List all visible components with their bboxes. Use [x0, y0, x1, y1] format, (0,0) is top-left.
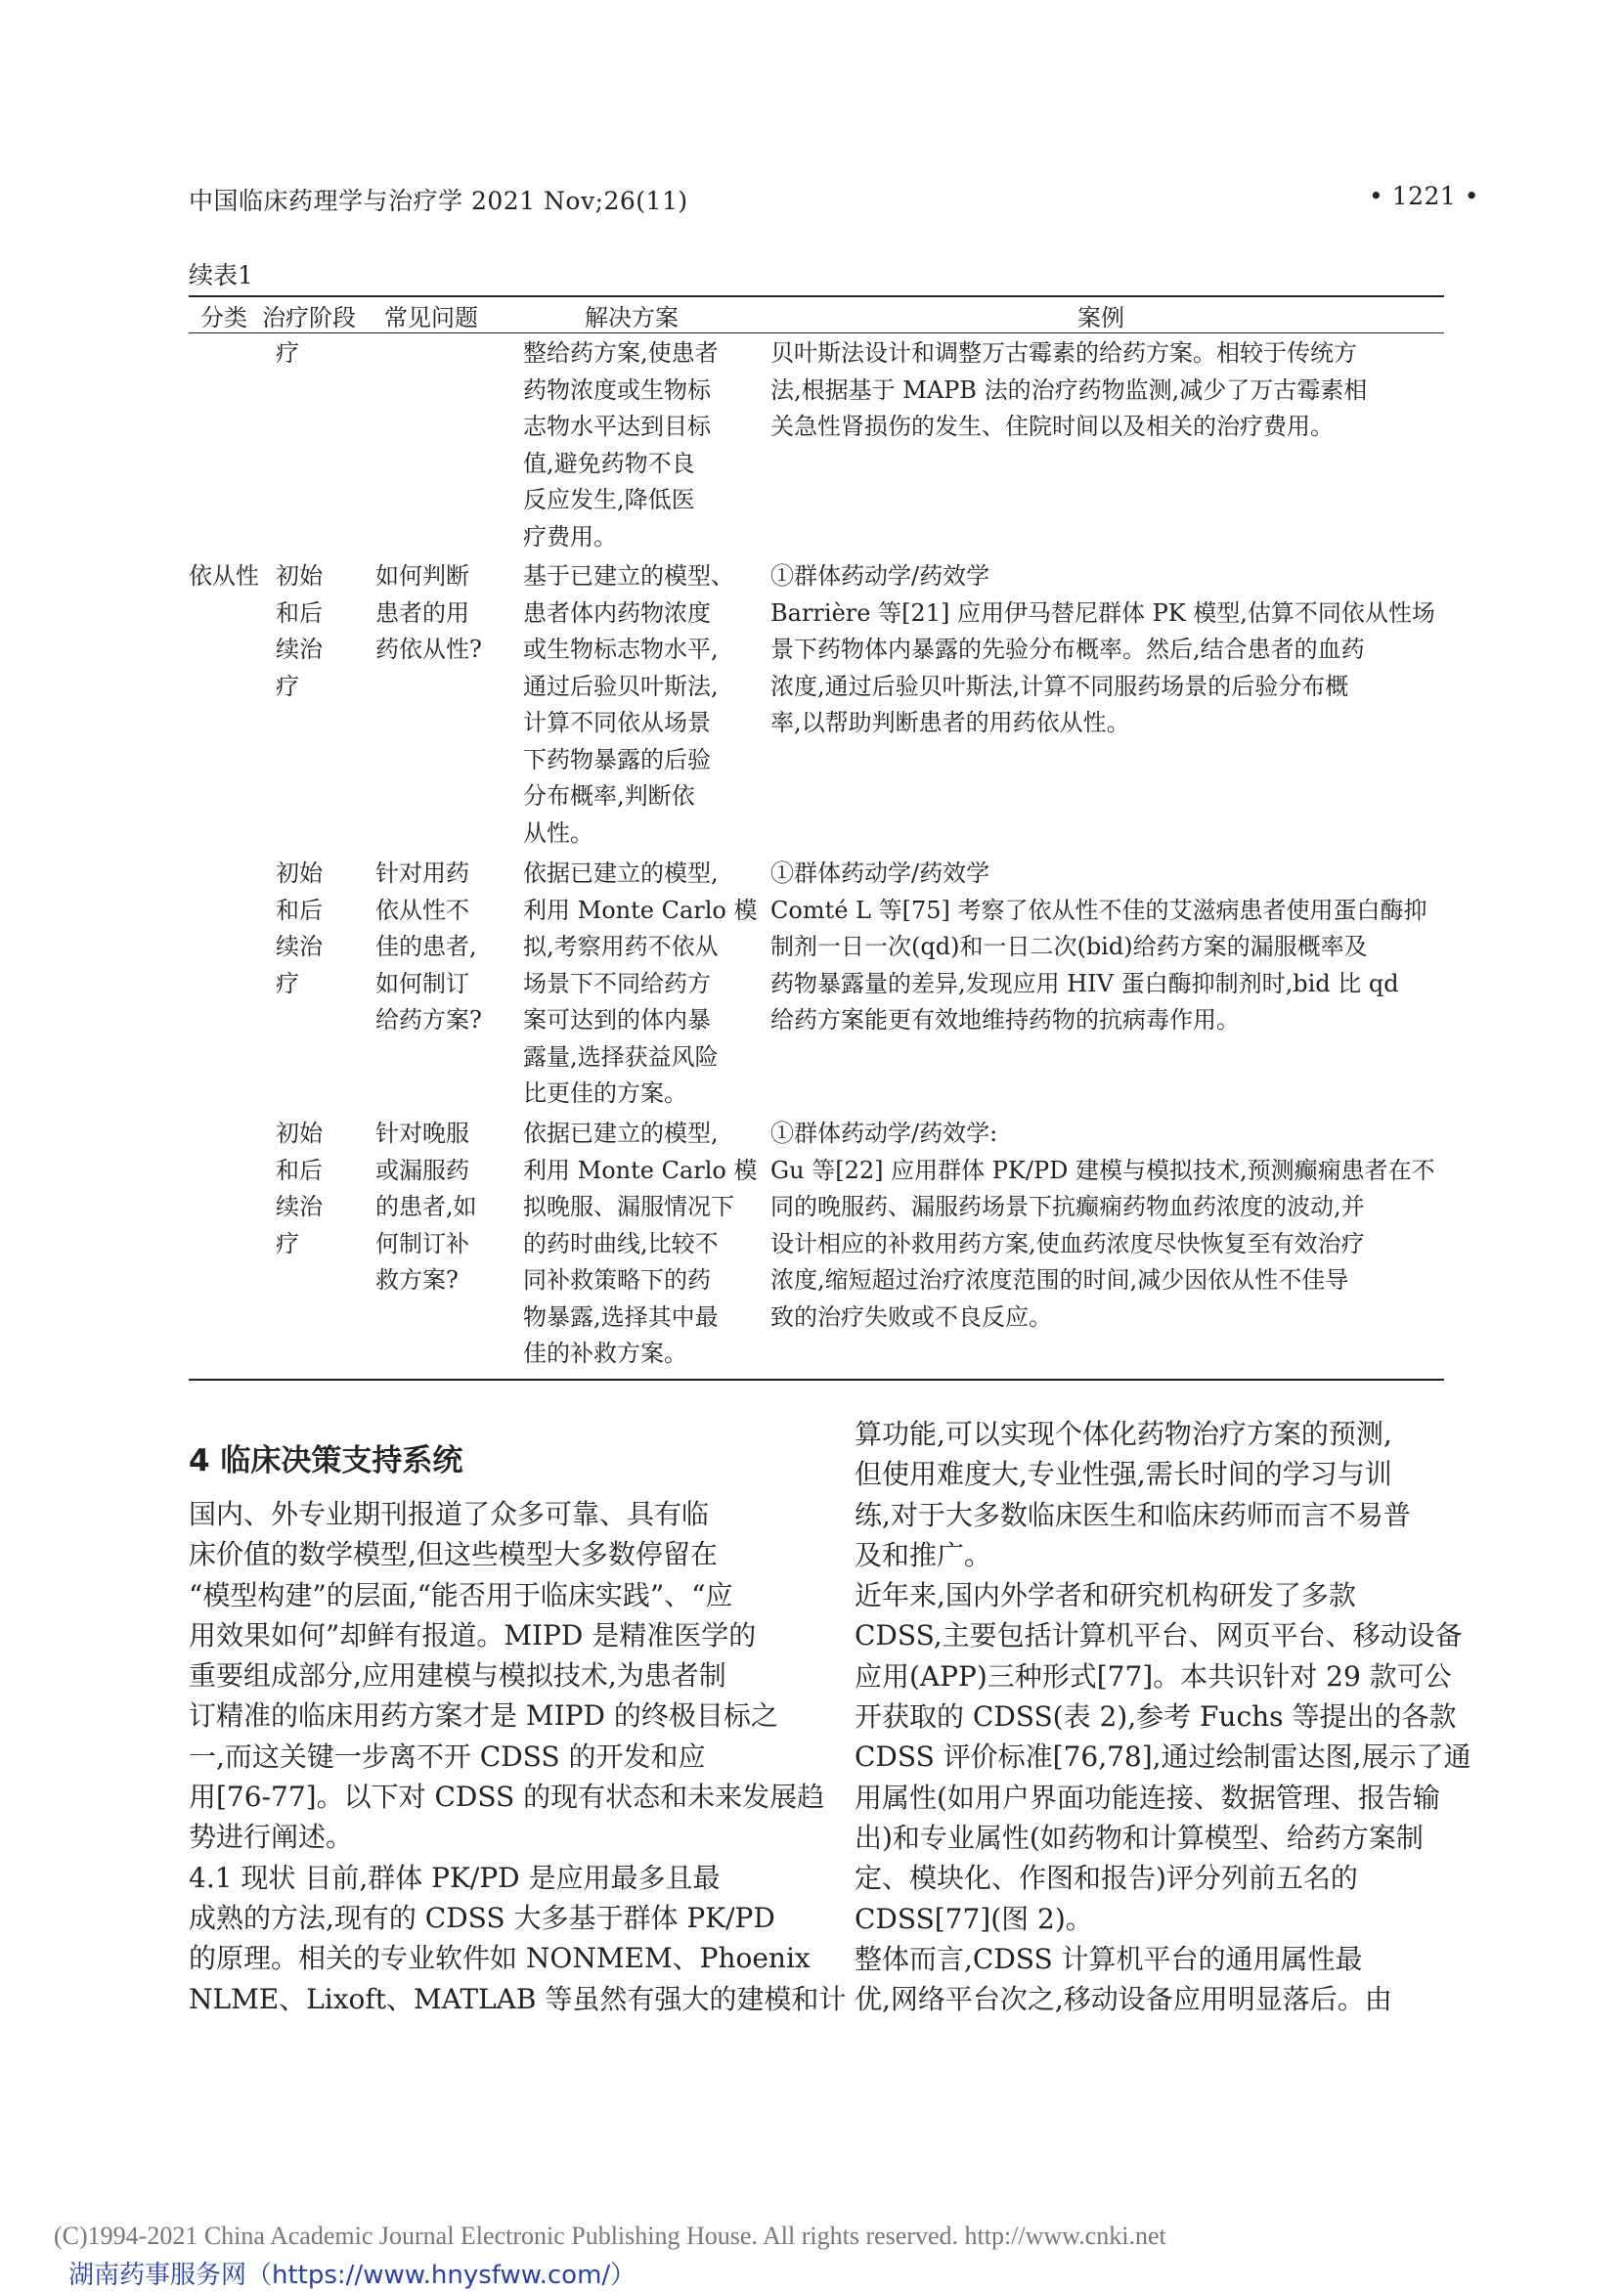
table-cell-line: 从性。: [523, 818, 593, 847]
table-cell-line: 利用 Monte Carlo 模: [523, 1156, 758, 1184]
table-cell-line: 的患者,如: [375, 1193, 477, 1220]
text-line: CDSS,主要包括计算机平台、网页平台、移动设备: [855, 1619, 1463, 1652]
table-cell-line: 救方案?: [375, 1266, 459, 1294]
table-cell-line: 佳的补救方案。: [523, 1340, 687, 1367]
text-line: CDSS[77](图 2)。: [855, 1902, 1093, 1935]
text-line: 开获取的 CDSS(表 2),参考 Fuchs 等提出的各款: [855, 1700, 1457, 1734]
table-cell-line: 案可达到的体内暴: [523, 1006, 711, 1034]
table-cell-stage: [276, 335, 299, 373]
text-line: 但使用难度大,专业性强,需长时间的学习与训: [855, 1458, 1392, 1491]
text-line: 用[76-77]。以下对 CDSS 的现有状态和未来发展趋: [189, 1781, 825, 1814]
table-cell-stage: [276, 1116, 323, 1262]
text-line: 近年来,国内外学者和研究机构研发了多款: [855, 1579, 1356, 1612]
table-cell-line: 患者体内药物浓度: [523, 598, 711, 627]
table-cell-line: 疗: [276, 339, 299, 367]
table-cell-line: 给药方案?: [375, 1006, 482, 1034]
text-line: 及和推广。: [855, 1538, 992, 1571]
copyright-notice: (C)1994-2021 China Academic Journal Electronic Publishing House. All rights reserved. http://www.cnki.net: [54, 2222, 1166, 2250]
table-cell-line: 或漏服药: [375, 1156, 469, 1184]
table-cell-line: 药物浓度或生物标: [523, 375, 711, 404]
text-line: 用属性(如用户界面功能连接、数据管理、报告输: [855, 1781, 1440, 1814]
text-line: 国内、外专业期刊报道了众多可靠、具有临: [189, 1498, 710, 1530]
table-cell-line: 针对用药: [375, 859, 469, 887]
text-line: 的原理。相关的专业软件如 NONMEM、Phoenix: [189, 1942, 811, 1975]
table-cell-line: 设计相应的补救用药方案,使血药浓度尽快恢复至有效治疗: [770, 1229, 1365, 1257]
journal-header: 中国临床药理学与治疗学 2021 Nov;26(11): [189, 187, 688, 215]
table-top-rule: [189, 295, 1444, 297]
table-cell-line: 疗: [276, 672, 299, 700]
table-cell-line: ①群体药动学/药效学: [770, 859, 990, 887]
table-cell-line: 药物暴露量的差异,发现应用 HIV 蛋白酶抑制剂时,bid 比 qd: [770, 969, 1399, 997]
table-cell-line: 的药时曲线,比较不: [523, 1229, 719, 1257]
table-cell-line: 针对晚服: [375, 1120, 469, 1147]
table-cell-line: 拟,考察用药不依从: [523, 933, 719, 960]
table-cell-case: [770, 335, 1367, 446]
table-cell-line: 致的治疗失败或不良反应。: [770, 1302, 1052, 1331]
table-cell-line: 续治: [276, 1193, 323, 1220]
table-cell-line: 同的晚服药、漏服药场景下抗癫痫药物血药浓度的波动,并: [770, 1193, 1365, 1220]
table-cell-line: 分布概率,判断依: [523, 782, 695, 810]
table-cell-line: 如何判断: [375, 562, 469, 590]
watermark-link: 湖南药事服务网（https://www.hnysfww.com/）: [68, 2261, 636, 2290]
table-cell-line: 续治: [276, 636, 323, 663]
text-line: 算功能,可以实现个体化药物治疗方案的预测,: [855, 1418, 1392, 1450]
table-cell-problem: [375, 558, 482, 669]
table-cell-line: 计算不同依从场景: [523, 709, 711, 736]
table-cell-line: 利用 Monte Carlo 模: [523, 896, 758, 924]
table-cell-line: 整给药方案,使患者: [523, 339, 719, 367]
text-line: “模型构建”的层面,“能否用于临床实践”、“应: [189, 1578, 733, 1611]
table-cell-solution: [523, 335, 719, 555]
table-cell-line: ①群体药动学/药效学: [770, 562, 990, 590]
table-cell-line: 疗: [276, 1229, 299, 1257]
table-cell-line: 比更佳的方案。: [523, 1079, 687, 1107]
table-cell-line: 下药物暴露的后验: [523, 745, 711, 773]
table-cell-category: [189, 558, 259, 595]
table-cell-line: Comté L 等[75] 考察了依从性不佳的艾滋病患者使用蛋白酶抑: [770, 896, 1427, 924]
col-header-category: 分类: [200, 304, 247, 331]
table-cell-line: Barrière 等[21] 应用伊马替尼群体 PK 模型,估算不同依从性场: [770, 598, 1435, 627]
table-cell-line: 初始: [276, 562, 323, 590]
table-cell-line: 疗: [276, 969, 299, 997]
table-cell-line: 基于已建立的模型、: [523, 562, 734, 590]
table-cell-line: 何制订补: [375, 1229, 469, 1257]
text-line: 用效果如何”却鲜有报道。MIPD 是精准医学的: [189, 1618, 757, 1652]
text-line: 应用(APP)三种形式[77]。本共识针对 29 款可公: [855, 1659, 1452, 1693]
table-cell-line: 如何制订: [375, 969, 469, 997]
text-line: 定、模块化、作图和报告)评分列前五名的: [855, 1862, 1358, 1895]
table-cell-line: 给药方案能更有效地维持药物的抗病毒作用。: [770, 1006, 1240, 1034]
table-cell-case: [770, 856, 1427, 1039]
table-cell-line: ①群体药动学/药效学:: [770, 1120, 998, 1147]
left-column-text: [189, 1494, 846, 2019]
table-cell-line: 拟晚服、漏服情况下: [523, 1193, 734, 1220]
table-cell-line: 和后: [276, 598, 323, 627]
text-line: 成熟的方法,现有的 CDSS 大多基于群体 PK/PD: [189, 1901, 775, 1934]
table-cell-problem: [375, 1116, 477, 1300]
table-cell-stage: [276, 856, 323, 1002]
table-cell-line: 药依从性?: [375, 636, 482, 663]
table-cell-line: 场景下不同给药方: [523, 969, 711, 997]
table-cell-line: 法,根据基于 MAPB 法的治疗药物监测,减少了万古霉素相: [770, 375, 1368, 404]
table-cell-line: 关急性肾损伤的发生、住院时间以及相关的治疗费用。: [770, 413, 1334, 440]
table-header-rule: [189, 332, 1444, 333]
page-number: • 1221 •: [1369, 182, 1480, 210]
col-header-stage: 治疗阶段: [262, 304, 356, 331]
section-heading: 4 临床决策支持系统: [189, 1443, 463, 1478]
table-cell-line: 依据已建立的模型,: [523, 1120, 719, 1147]
table-cell-line: 同补救策略下的药: [523, 1266, 711, 1294]
text-line: 优,网络平台次之,移动设备应用明显落后。由: [855, 1983, 1392, 2016]
table-cell-line: 疗费用。: [523, 522, 617, 551]
table-cell-case: [770, 1116, 1435, 1336]
right-column-text: [855, 1414, 1470, 2019]
text-line: 一,而这关键一步离不开 CDSS 的开发和应: [189, 1740, 706, 1773]
table-cell-line: 贝叶斯法设计和调整万古霉素的给药方案。相较于传统方: [770, 339, 1357, 367]
table-cell-line: 初始: [276, 859, 323, 887]
table-cell-line: 和后: [276, 1156, 323, 1184]
table-cell-line: 志物水平达到目标: [523, 413, 711, 440]
table-cell-line: 景下药物体内暴露的先验分布概率。然后,结合患者的血药: [770, 636, 1365, 663]
table-cell-solution: [523, 856, 757, 1113]
table-cell-problem: [375, 856, 482, 1039]
col-header-case: 案例: [1077, 304, 1124, 331]
text-line: 练,对于大多数临床医生和临床药师而言不易普: [855, 1498, 1411, 1531]
table-caption: 续表1: [189, 261, 253, 289]
table-bottom-rule: [189, 1379, 1444, 1381]
table-cell-line: Gu 等[22] 应用群体 PK/PD 建模与模拟技术,预测癫痫患者在不: [770, 1156, 1435, 1184]
table-cell-line: 患者的用: [375, 598, 469, 627]
table-cell-line: 制剂一日一次(qd)和一日二次(bid)给药方案的漏服概率及: [770, 933, 1368, 960]
table-cell-line: 和后: [276, 896, 323, 924]
table-cell-line: 浓度,通过后验贝叶斯法,计算不同服药场景的后验分布概: [770, 672, 1349, 700]
table-cell-line: 或生物标志物水平,: [523, 636, 719, 663]
table-cell-stage: [276, 558, 323, 705]
text-line: 整体而言,CDSS 计算机平台的通用属性最: [855, 1942, 1363, 1975]
table-cell-line: 浓度,缩短超过治疗浓度范围的时间,减少因依从性不佳导: [770, 1266, 1349, 1294]
table-cell-line: 通过后验贝叶斯法,: [523, 672, 719, 700]
table-cell-line: 佳的患者,: [375, 933, 477, 960]
text-line: NLME、Lixoft、MATLAB 等虽然有强大的建模和计: [189, 1982, 847, 2015]
table-cell-solution: [523, 558, 734, 852]
col-header-problem: 常见问题: [384, 304, 478, 331]
table-cell-line: 依据已建立的模型,: [523, 859, 719, 887]
text-line: 床价值的数学模型,但这些模型大多数停留在: [189, 1538, 718, 1571]
table-cell-line: 物暴露,选择其中最: [523, 1302, 719, 1331]
text-line: 订精准的临床用药方案才是 MIPD 的终极目标之: [189, 1699, 778, 1733]
table-cell-case: [770, 558, 1435, 742]
table-cell-line: 依从性不: [375, 896, 469, 924]
table-cell-line: 值,避免药物不良: [523, 449, 695, 477]
text-line: 4.1 现状 目前,群体 PK/PD 是应用最多且最: [189, 1861, 721, 1894]
text-line: 势进行阐述。: [189, 1821, 354, 1854]
text-line: 出)和专业属性(如药物和计算模型、给药方案制: [855, 1821, 1424, 1854]
table-cell-line: 依从性: [189, 562, 259, 590]
table-cell-line: 续治: [276, 933, 323, 960]
text-line: 重要组成部分,应用建模与模拟技术,为患者制: [189, 1659, 726, 1693]
table-cell-line: 露量,选择获益风险: [523, 1042, 719, 1071]
table-cell-solution: [523, 1116, 757, 1373]
table-cell-line: 初始: [276, 1120, 323, 1147]
table-cell-line: 反应发生,降低医: [523, 486, 695, 513]
text-line: CDSS 评价标准[76,78],通过绘制雷达图,展示了通: [855, 1740, 1471, 1774]
table-cell-line: 率,以帮助判断患者的用药依从性。: [770, 709, 1130, 736]
col-header-solution: 解决方案: [585, 304, 679, 331]
